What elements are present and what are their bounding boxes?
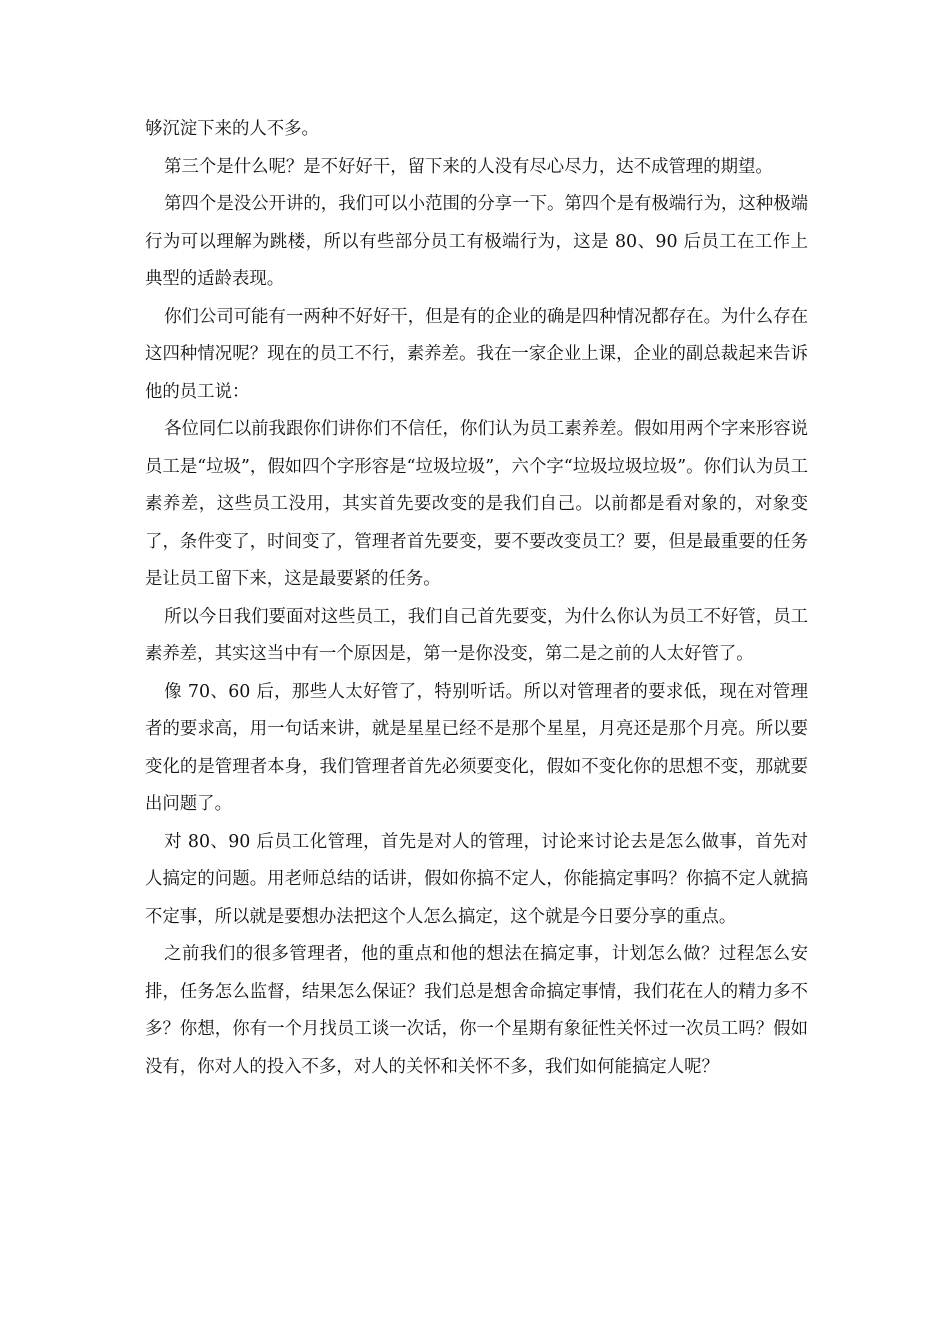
paragraph-3: 第四个是没公开讲的，我们可以小范围的分享一下。第四个是有极端行为，这种极端行为可以理解为跳楼，所以有些部分员工有极端行为，这是 80、90 后员工在工作上典型的适龄表现。 <box>145 194 808 289</box>
paragraph-8: 对 80、90 后员工化管理，首先是对人的管理，讨论来讨论去是怎么做事，首先对人搞定的问题。用老师总结的话讲，假如你搞不定人，你能搞定事吗？你搞不定人就搞不定事，所以就是要想办法把这个人怎么搞定，这个就是今日要分享的重点。 <box>145 831 808 927</box>
paragraph-6: 所以今日我们要面对这些员工，我们自己首先要变，为什么你认为员工不好管，员工素养差，其实这当中有一个原因是，第一是你没变，第二是之前的人太好管了。 <box>145 606 808 664</box>
document-body <box>145 111 808 1086</box>
paragraph-7: 像 70、60 后，那些人太好管了，特别听话。所以对管理者的要求低，现在对管理者的要求高，用一句话来讲，就是星星已经不是那个星星，月亮还是那个月亮。所以要变化的是管理者本身，我们管理者首先必须要变化，假如不变化你的思想不变，那就要出问题了。 <box>145 681 808 814</box>
paragraph-5: 各位同仁以前我跟你们讲你们不信任，你们认为员工素养差。假如用两个字来形容说员工是“垃圾”，假如四个字形容是“垃圾垃圾”，六个字“垃圾垃圾垃圾”。你们认为员工素养差，这些员工没用，其实首先要改变的是我们自己。以前都是看对象的，对象变了，条件变了，时间变了，管理者首先要变，要不要改变员工？要，但是最重要的任务是让员工留下来，这是最要紧的任务。 <box>145 419 808 589</box>
paragraph-9: 之前我们的很多管理者，他的重点和他的想法在搞定事，计划怎么做？过程怎么安排，任务怎么监督，结果怎么保证？我们总是想舍命搞定事情，我们花在人的精力多不多？你想，你有一个月找员工谈一次话，你一个星期有象征性关怀过一次员工吗？假如没有，你对人的投入不多，对人的关怀和关怀不多，我们如何能搞定人呢？ <box>145 944 808 1077</box>
paragraph-2: 第三个是什么呢？是不好好干，留下来的人没有尽心尽力，达不成管理的期望。 <box>164 156 773 177</box>
paragraph-4: 你们公司可能有一两种不好好干，但是有的企业的确是四种情况都存在。为什么存在这四种情况呢？现在的员工不行，素养差。我在一家企业上课，企业的副总裁起来告诉他的员工说： <box>145 306 808 402</box>
paragraph-1: 够沉淀下来的人不多。 <box>145 119 319 139</box>
